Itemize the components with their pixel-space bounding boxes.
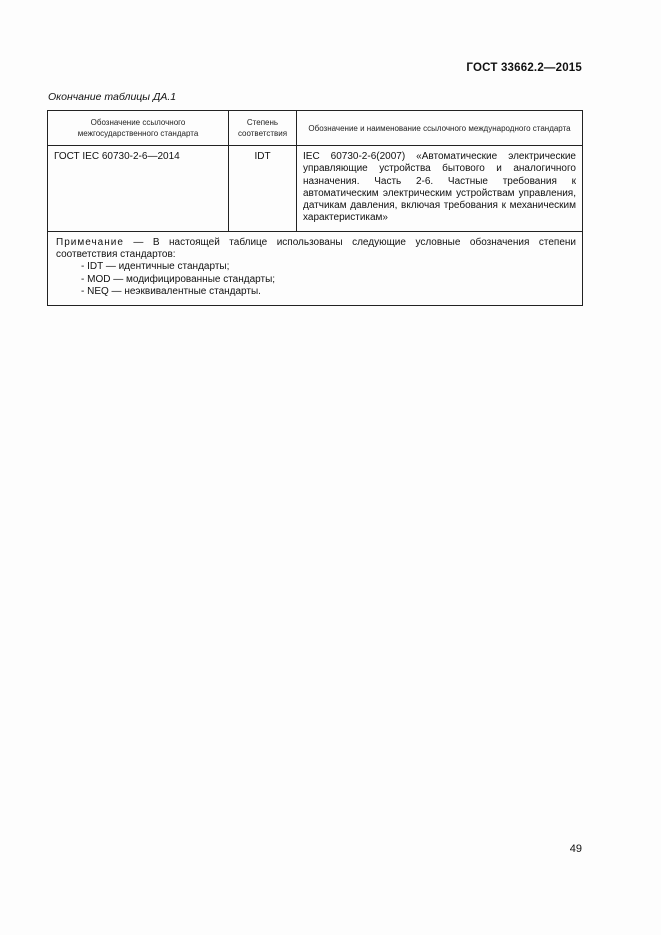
note-item-neq: - NEQ — неэквивалентные стандарты.	[81, 285, 261, 297]
note-item-mod: - MOD — модифицированные стандарты;	[81, 273, 276, 285]
table-header-row	[48, 111, 583, 146]
note-intro	[56, 237, 576, 262]
column-header-interstate-standard: Обозначение ссылочного межгосударственного стандарта	[48, 111, 229, 146]
note-text: — В настоящей таблице использованы следующие условные обозначения степени соответствия стандартов:	[56, 236, 576, 261]
table-note-row	[48, 231, 583, 305]
table-row	[48, 146, 583, 232]
reference-standards-table	[47, 110, 583, 306]
note-label: Примечание	[56, 236, 124, 248]
interstate-standard-cell: ГОСТ IEC 60730-2-6—2014	[48, 146, 229, 232]
conformity-degree-cell: IDT	[229, 146, 297, 232]
note-list	[56, 261, 576, 298]
table-note	[48, 231, 583, 305]
document-code: ГОСТ 33662.2—2015	[466, 62, 582, 74]
note-item-idt: - IDT — идентичные стандарты;	[81, 261, 230, 273]
column-header-conformity-degree: Степень соответствия	[229, 111, 297, 146]
page-number: 49	[569, 843, 582, 855]
international-standard-cell: IEC 60730-2-6(2007) «Автоматические электрические управляющие устройства бытового и аналогичного назначения. Часть 2-6. Частные требования к автоматическим электрическим устройствам управления, датчикам давления, включая требования к механическим характеристикам»	[297, 146, 583, 232]
column-header-international-standard: Обозначение и наименование ссылочного международного стандарта	[297, 111, 583, 146]
table-caption: Окончание таблицы ДА.1	[48, 91, 177, 103]
